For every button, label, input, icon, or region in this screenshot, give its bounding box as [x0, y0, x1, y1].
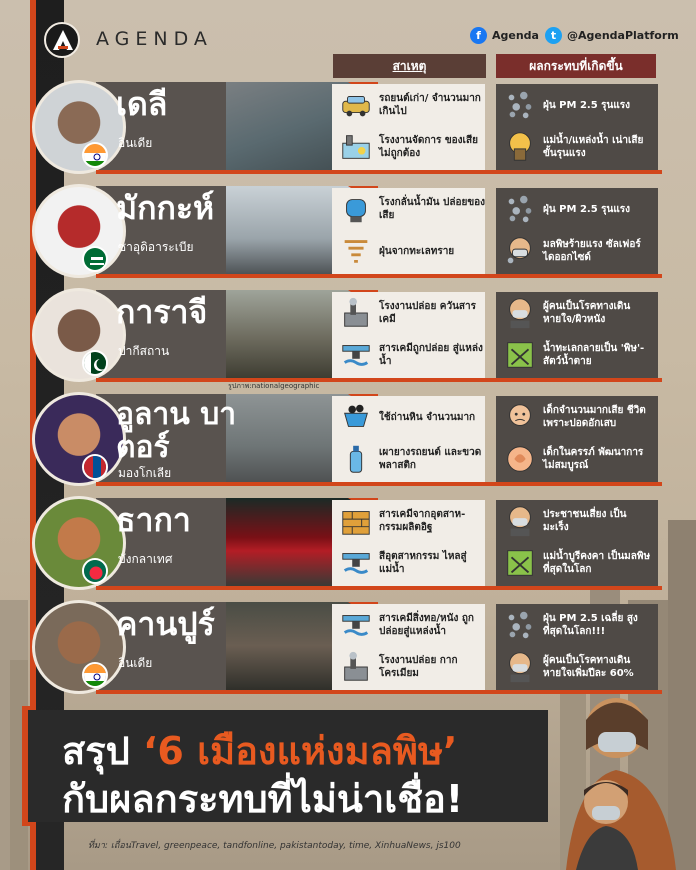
dust-particles-icon [502, 88, 538, 122]
row-underline [96, 482, 662, 486]
country-name: อินเดีย [118, 136, 153, 150]
resident-portrait [32, 184, 126, 278]
dust-particles-icon [502, 608, 538, 642]
resident-portrait [32, 80, 126, 174]
effect-item [502, 294, 652, 332]
brick-wall-icon [338, 504, 374, 538]
effect-item [502, 232, 652, 270]
cause-item [338, 294, 488, 332]
cause-text: รถยนต์เก่า/ จำนวนมากเกินไป [379, 93, 481, 117]
facebook-icon: f [470, 27, 487, 44]
effect-item [502, 336, 652, 374]
effect-item [502, 606, 652, 644]
row-underline [96, 170, 662, 174]
banner-prefix: สรุป [62, 729, 143, 773]
mask-person-icon [502, 234, 538, 268]
effect-item [502, 190, 652, 228]
cause-text: เผายางรถยนต์ และขวดพลาสติก [379, 447, 482, 471]
effect-item [502, 86, 652, 124]
causes-panel [332, 604, 485, 690]
cause-item [338, 128, 488, 166]
effect-text: น้ำทะเลกลายเป็น 'พิษ'-สัตว์น้ำตาย [543, 343, 645, 367]
cause-text: โรงงานจัดการ ของเสียไม่ถูกต้อง [379, 135, 478, 159]
effects-panel [496, 396, 658, 482]
plastic-bottle-icon [338, 442, 374, 476]
row-underline [96, 586, 662, 590]
cause-text: โรงงานปล่อย กากโครเมียม [379, 655, 458, 679]
causes-panel [332, 188, 485, 274]
city-name: อูลาน บาตอร์ [116, 397, 237, 465]
dust-particles-icon [502, 192, 538, 226]
sick-person-icon [502, 504, 538, 538]
smoke-factory-icon [338, 296, 374, 330]
sick-person-icon [502, 650, 538, 684]
effects-panel [496, 188, 658, 274]
causes-panel [332, 84, 485, 170]
resident-portrait [32, 496, 126, 590]
resident-portrait [32, 600, 126, 694]
effects-panel [496, 500, 658, 586]
cause-item [338, 440, 488, 478]
row-underline [96, 378, 662, 382]
effect-text: ผู้คนเป็นโรคทางเดิน หายใจเพิ่มปีละ 60% [543, 655, 634, 679]
fetus-icon [502, 442, 538, 476]
country-name: บังกลาเทศ [118, 552, 173, 566]
sick-person-icon [502, 296, 538, 330]
cause-item [338, 398, 488, 436]
factory-waste-icon [338, 130, 374, 164]
cause-item [338, 544, 488, 582]
cause-item [338, 502, 488, 540]
city-name: การาจี [116, 293, 208, 331]
toxic-sea-icon [502, 338, 538, 372]
cause-text: สีอุตสาหกรรม ไหลสู่แม่น้ำ [379, 551, 467, 575]
effect-column-header: ผลกระทบที่เกิดขึ้น [496, 54, 656, 78]
smoke-factory-icon [338, 650, 374, 684]
effect-item [502, 440, 652, 478]
effect-item [502, 648, 652, 686]
effect-text: มลพิษร้ายแรง ซัลเฟอร์ไดออกไซด์ [543, 239, 641, 263]
cause-text: ฝุ่นจากทะเลทราย [379, 245, 455, 257]
source-credit: ที่มา: เถื่อนTravel, greenpeace, tandfonline, pakistantoday, time, XinhuaNews, js100 [88, 841, 461, 851]
city-row [48, 82, 664, 177]
effects-panel [496, 604, 658, 690]
city-row [48, 394, 664, 489]
country-name: อินเดีย [118, 656, 153, 670]
row-underline [96, 274, 662, 278]
cause-column-header: สาเหตุ [333, 54, 486, 78]
country-flag-icon [82, 142, 108, 168]
country-flag-icon [82, 246, 108, 272]
effect-text: ผู้คนเป็นโรคทางเดิน หายใจ/ผิวหนัง [543, 301, 631, 325]
car-icon [338, 88, 374, 122]
polluted-water-icon [502, 130, 538, 164]
country-flag-icon [82, 350, 108, 376]
cause-text: สารเคมีสิ่งทอ/หนัง ถูกปล่อยสู่แหล่งน้ำ [379, 613, 474, 637]
causes-panel [332, 500, 485, 586]
cause-item [338, 648, 488, 686]
photo-credit: รูปภาพ:nationalgeographic [228, 382, 320, 390]
oil-refinery-icon [338, 192, 374, 226]
effect-text: ฝุ่น PM 2.5 เฉลี่ย สูงที่สุดในโลก!!! [543, 613, 638, 637]
effect-text: ฝุ่น PM 2.5 รุนแรง [543, 99, 631, 111]
effect-item [502, 502, 652, 540]
brand-name: AGENDA [96, 28, 213, 50]
country-name: มองโกเลีย [118, 466, 172, 480]
country-flag-icon [82, 662, 108, 688]
city-name: เดลี [116, 85, 168, 123]
chemical-pipe-icon [338, 338, 374, 372]
twitter-icon: t [545, 27, 562, 44]
country-name: ซาอุดิอาระเบีย [118, 240, 194, 254]
cause-item [338, 336, 488, 374]
resident-portrait [32, 392, 126, 486]
coal-cart-icon [338, 400, 374, 434]
effect-text: แม่น้ำ/แหล่งน้ำ เน่าเสียขั้นรุนแรง [543, 135, 644, 159]
city-name: คานปูร์ [116, 605, 215, 643]
masked-family-illustration [556, 690, 696, 870]
facebook-handle[interactable] [470, 27, 539, 44]
country-flag-icon [82, 558, 108, 584]
effect-item [502, 128, 652, 166]
cause-text: สารเคมีถูกปล่อย สู่แหล่งน้ำ [379, 343, 483, 367]
city-row [48, 602, 664, 697]
effect-item [502, 398, 652, 436]
cause-item [338, 190, 488, 228]
causes-panel [332, 292, 485, 378]
title-banner [28, 710, 548, 822]
city-row [48, 186, 664, 281]
cause-text: ใช้ถ่านหิน จำนวนมาก [379, 411, 476, 423]
cause-text: โรงงานปล่อย ควันสารเคมี [379, 301, 477, 325]
effect-text: ฝุ่น PM 2.5 รุนแรง [543, 203, 631, 215]
cause-text: สารเคมีจากอุตสาห- กรรมผลิตอิฐ [379, 509, 466, 533]
chemical-pipe-icon [338, 608, 374, 642]
toxic-sea-icon [502, 546, 538, 580]
city-row [48, 290, 664, 385]
twitter-handle[interactable] [545, 27, 679, 44]
sick-child-icon [502, 400, 538, 434]
causes-panel [332, 396, 485, 482]
banner-line-2: กับผลกระทบที่ไม่น่าเชื่อ! [62, 777, 464, 821]
cause-item [338, 606, 488, 644]
city-name: มักกะห์ [116, 189, 215, 227]
country-flag-icon [82, 454, 108, 480]
effects-panel [496, 292, 658, 378]
country-name: ปากีสถาน [118, 344, 170, 358]
effect-text: ประชาชนเสี่ยง เป็นมะเร็ง [543, 509, 627, 533]
resident-portrait [32, 288, 126, 382]
cause-item [338, 86, 488, 124]
effect-text: เด็กจำนวนมากเสีย ชีวิตเพราะปอดอักเสบ [543, 405, 646, 429]
twitter-label: @AgendaPlatform [567, 29, 679, 42]
facebook-label: Agenda [492, 29, 539, 42]
banner-highlight: ‘6 เมืองแห่งมลพิษ’ [142, 729, 458, 773]
city-row [48, 498, 664, 593]
effects-panel [496, 84, 658, 170]
effect-item [502, 544, 652, 582]
effect-text: แม่น้ำบูรีคงคา เป็นมลพิษที่สุดในโลก [543, 551, 651, 575]
effect-text: เด็กในครรภ์ พัฒนาการไม่สมบูรณ์ [543, 447, 644, 471]
cause-text: โรงกลั่นน้ำมัน ปล่อยของเสีย [379, 197, 486, 221]
chemical-pipe-icon [338, 546, 374, 580]
agenda-logo [44, 22, 80, 58]
cause-item [338, 232, 488, 270]
city-name: ธากา [116, 501, 191, 539]
sandstorm-icon [338, 234, 374, 268]
